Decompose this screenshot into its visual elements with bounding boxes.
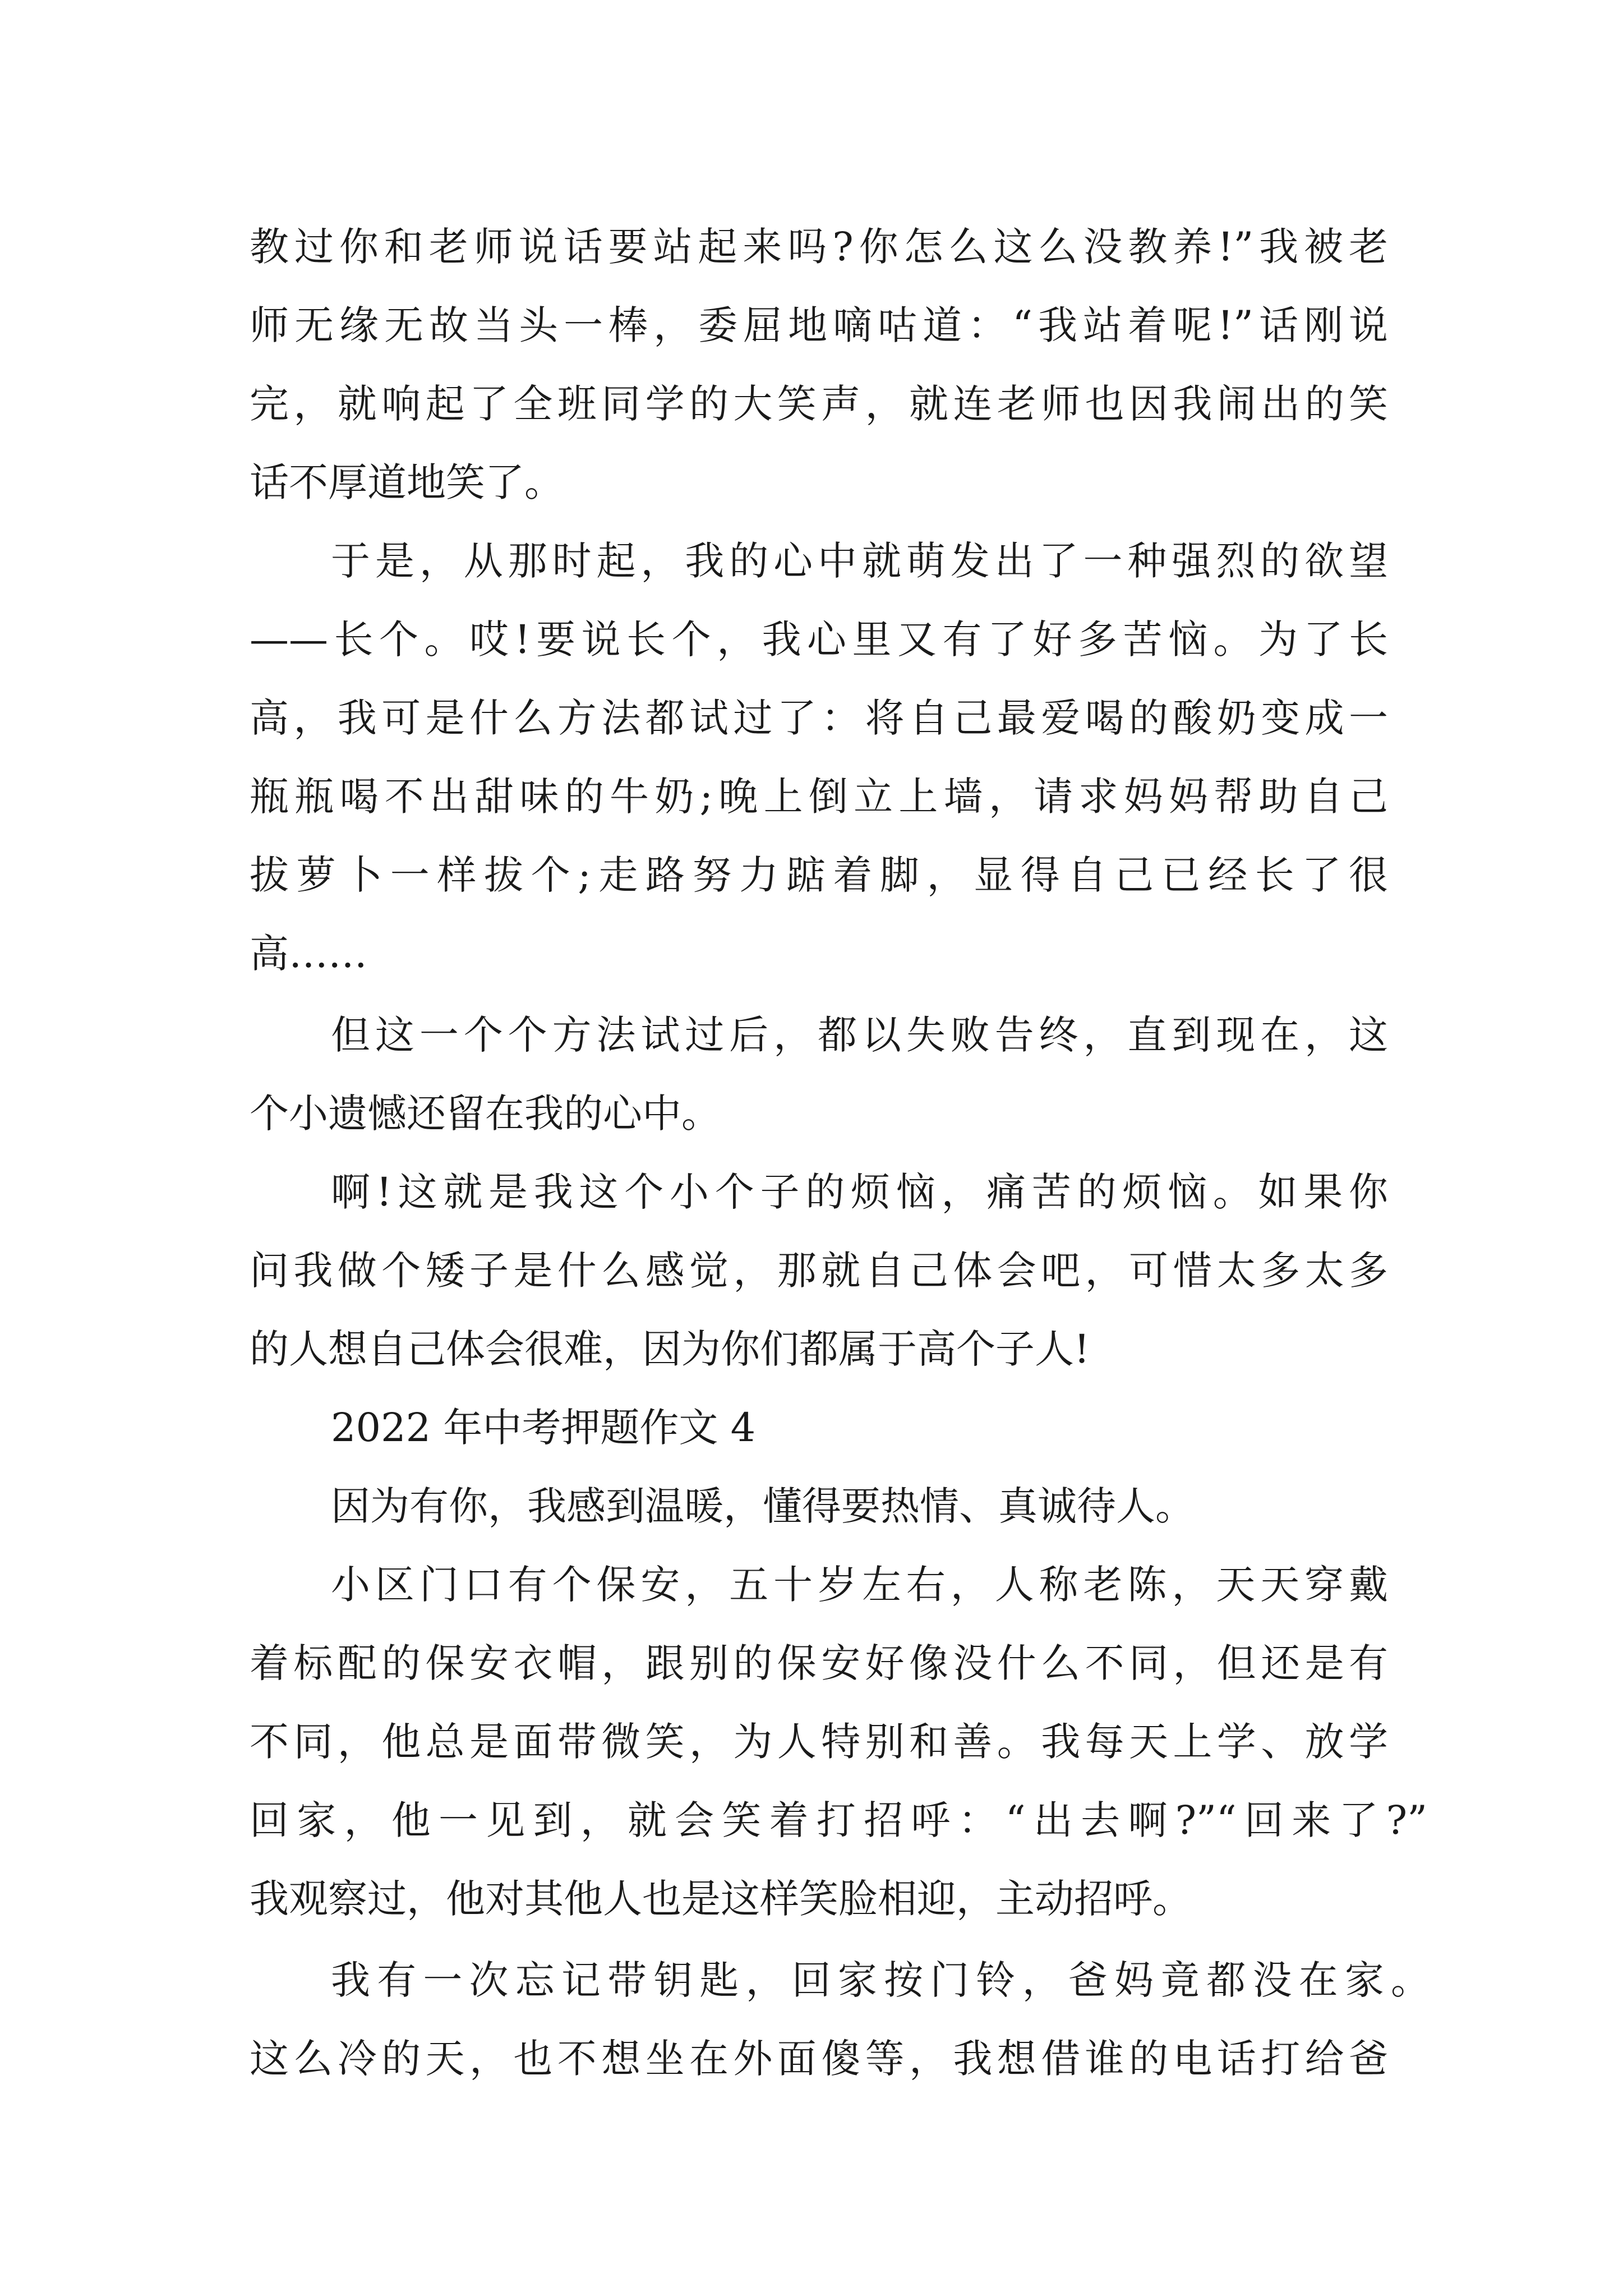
- text-line: 个小遗憾还留在我的心中。: [250, 1091, 721, 1137]
- text-line: 高……: [250, 931, 367, 977]
- text-line: 高，我可是什么方法都试过了：将自己最爱喝的酸奶变成一: [250, 695, 1388, 741]
- text-line: 的人想自己体会很难，因为你们都属于高个子人!: [250, 1326, 1090, 1372]
- text-line: 着标配的保安衣帽，跟别的保安好像没什么不同，但还是有: [250, 1640, 1388, 1686]
- text-line: 话不厚道地笑了。: [250, 459, 564, 505]
- section-heading: 2022 年中考押题作文 4: [331, 1405, 756, 1451]
- paragraph-first-line: 小区门口有个保安，五十岁左右，人称老陈，天天穿戴: [331, 1562, 1388, 1608]
- paragraph-first-line: 但这一个个方法试过后，都以失败告终，直到现在，这: [331, 1012, 1388, 1058]
- text-line: 师无缘无故当头一棒，委屈地嘀咕道：“我站着呢!”话刚说: [250, 302, 1388, 348]
- text-line: 瓶瓶喝不出甜味的牛奶;晚上倒立上墙，请求妈妈帮助自己: [250, 774, 1388, 820]
- text-line: 我观察过，他对其他人也是这样笑脸相迎，主动招呼。: [250, 1876, 1192, 1922]
- paragraph-first-line: 我有一次忘记带钥匙，回家按门铃，爸妈竟都没在家。: [331, 1957, 1430, 2003]
- text-line: 这么冷的天，也不想坐在外面傻等，我想借谁的电话打给爸: [250, 2036, 1388, 2082]
- text-line: ——长个。哎!要说长个，我心里又有了好多苦恼。为了长: [250, 616, 1388, 662]
- text-line: 教过你和老师说话要站起来吗?你怎么这么没教养!”我被老: [250, 224, 1388, 270]
- text-line: 完，就响起了全班同学的大笑声，就连老师也因我闹出的笑: [250, 381, 1388, 427]
- text-line: 问我做个矮子是什么感觉，那就自己体会吧，可惜太多太多: [250, 1248, 1388, 1294]
- text-line: 不同，他总是面带微笑，为人特别和善。我每天上学、放学: [250, 1719, 1388, 1765]
- text-line: 拔萝卜一样拔个;走路努力踮着脚，显得自己已经长了很: [250, 852, 1388, 898]
- paragraph-first-line: 啊!这就是我这个小个子的烦恼，痛苦的烦恼。如果你: [331, 1169, 1388, 1215]
- text-line: 回家，他一见到，就会笑着打招呼：“出去啊?”“回来了?”: [250, 1797, 1427, 1843]
- paragraph-first-line: 因为有你，我感到温暖，懂得要热情、真诚待人。: [331, 1483, 1195, 1529]
- paragraph-first-line: 于是，从那时起，我的心中就萌发出了一种强烈的欲望: [331, 538, 1388, 584]
